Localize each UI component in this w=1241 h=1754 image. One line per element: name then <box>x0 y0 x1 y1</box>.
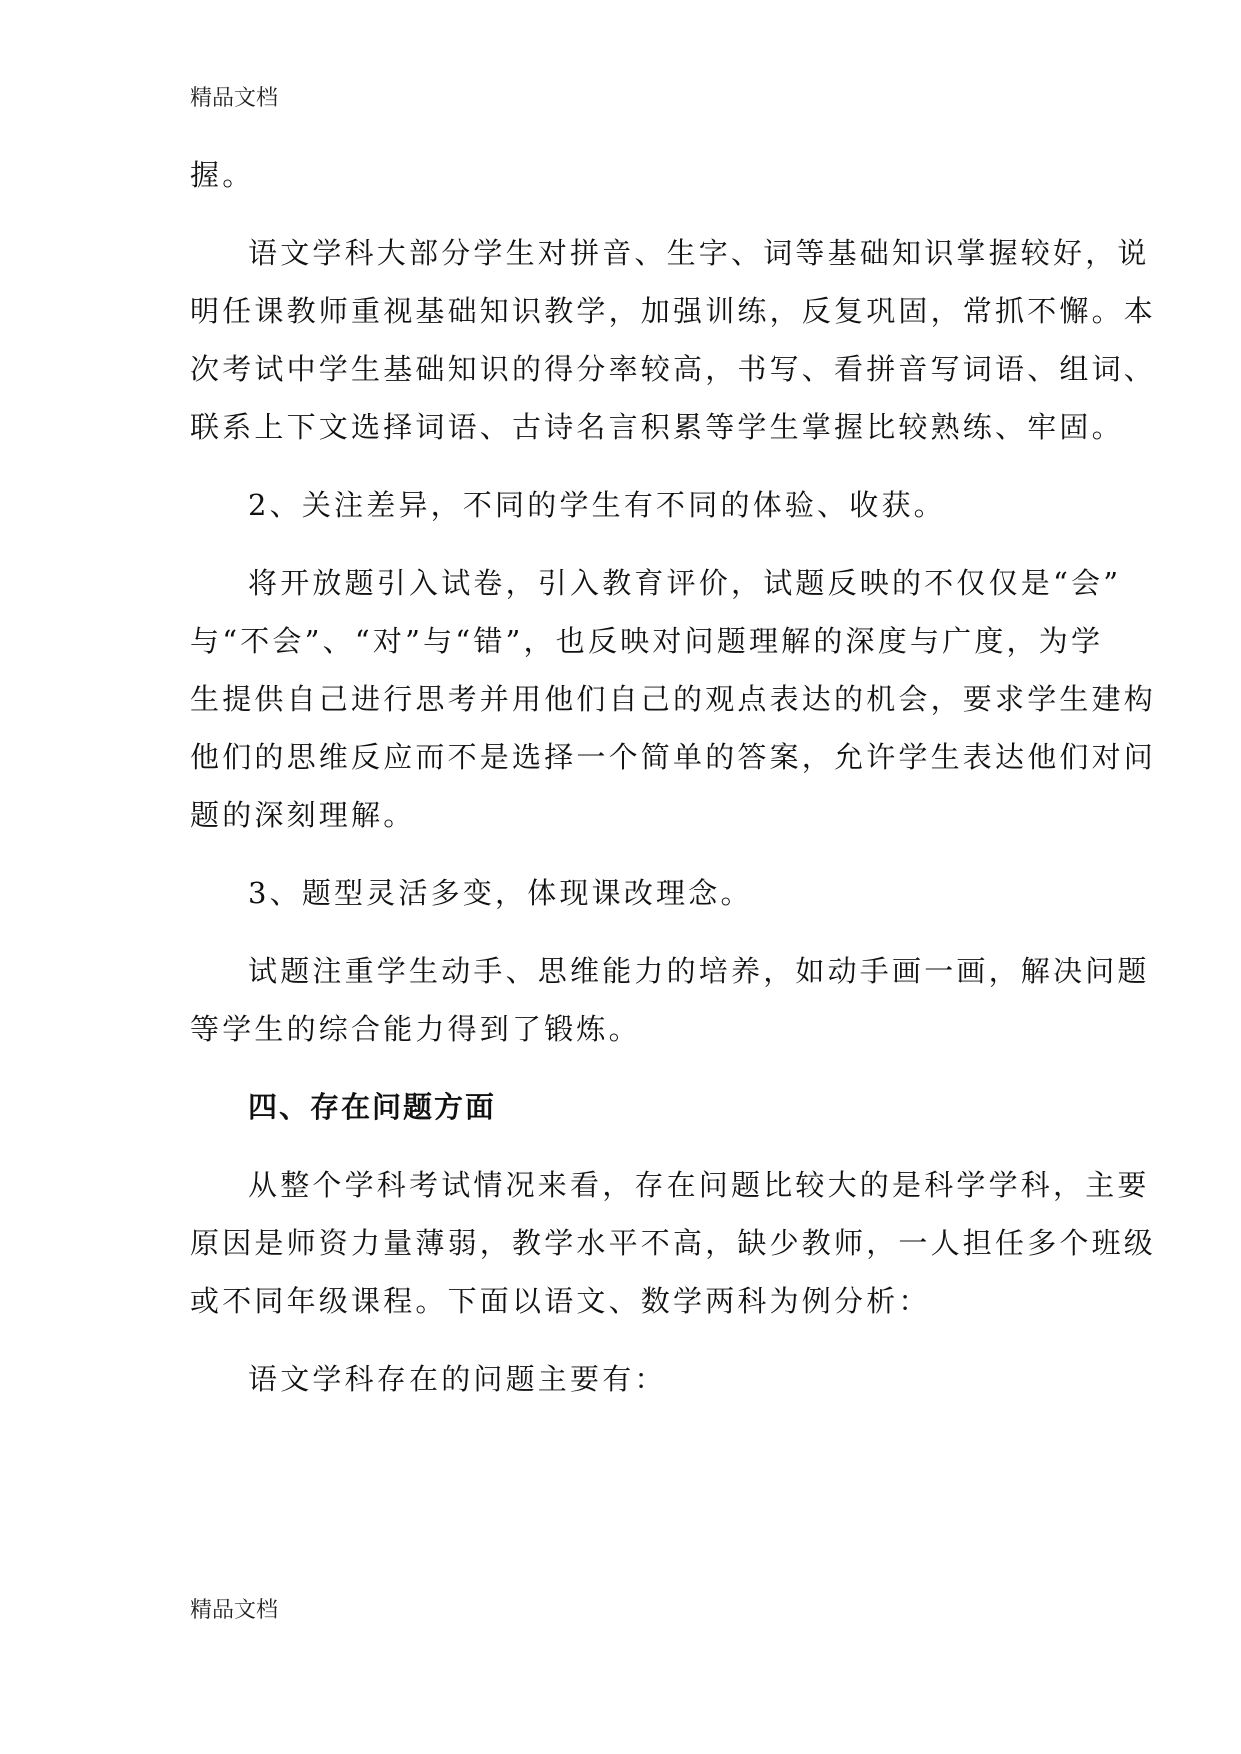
paragraph-line: 等学生的综合能力得到了锻炼。 <box>190 1012 641 1046</box>
paragraph-line: 从整个学科考试情况来看，存在问题比较大的是科学学科，主要 <box>248 1168 1150 1202</box>
paragraph-line: 他们的思维反应而不是选择一个简单的答案，允许学生表达他们对问 <box>190 740 1157 774</box>
section-heading: 四、存在问题方面 <box>248 1090 497 1124</box>
paragraph-line: 与“不会”、“对”与“错”，也反映对问题理解的深度与广度，为学 <box>190 624 1104 658</box>
paragraph-line: 试题注重学生动手、思维能力的培养，如动手画一画，解决问题 <box>248 954 1150 988</box>
paragraph-line: 联系上下文选择词语、古诗名言积累等学生掌握比较熟练、牢固。 <box>190 410 1124 444</box>
paragraph-line: 语文学科大部分学生对拼音、生字、词等基础知识掌握较好，说 <box>248 236 1150 270</box>
page-footer-label: 精品文档 <box>190 1598 279 1623</box>
paragraph-line: 原因是师资力量薄弱，教学水平不高，缺少教师，一人担任多个班级 <box>190 1226 1157 1260</box>
text-line: 握。 <box>190 158 255 192</box>
paragraph-line: 语文学科存在的问题主要有： <box>248 1362 667 1396</box>
paragraph-line: 或不同年级课程。下面以语文、数学两科为例分析： <box>190 1284 931 1318</box>
document-body <box>190 158 1157 1396</box>
page-header-label: 精品文档 <box>190 86 279 111</box>
paragraph-line: 生提供自己进行思考并用他们自己的观点表达的机会，要求学生建构 <box>190 682 1157 716</box>
paragraph-line: 题的深刻理解。 <box>190 798 416 832</box>
paragraph-line: 将开放题引入试卷，引入教育评价，试题反映的不仅仅是“会” <box>248 566 1122 600</box>
section-point: 2、关注差异，不同的学生有不同的体验、收获。 <box>248 488 946 522</box>
section-point: 3、题型灵活多变，体现课改理念。 <box>248 876 753 910</box>
paragraph-line: 次考试中学生基础知识的得分率较高，书写、看拼音写词语、组词、 <box>190 352 1157 386</box>
paragraph-line: 明任课教师重视基础知识教学，加强训练，反复巩固，常抓不懈。本 <box>190 294 1157 328</box>
